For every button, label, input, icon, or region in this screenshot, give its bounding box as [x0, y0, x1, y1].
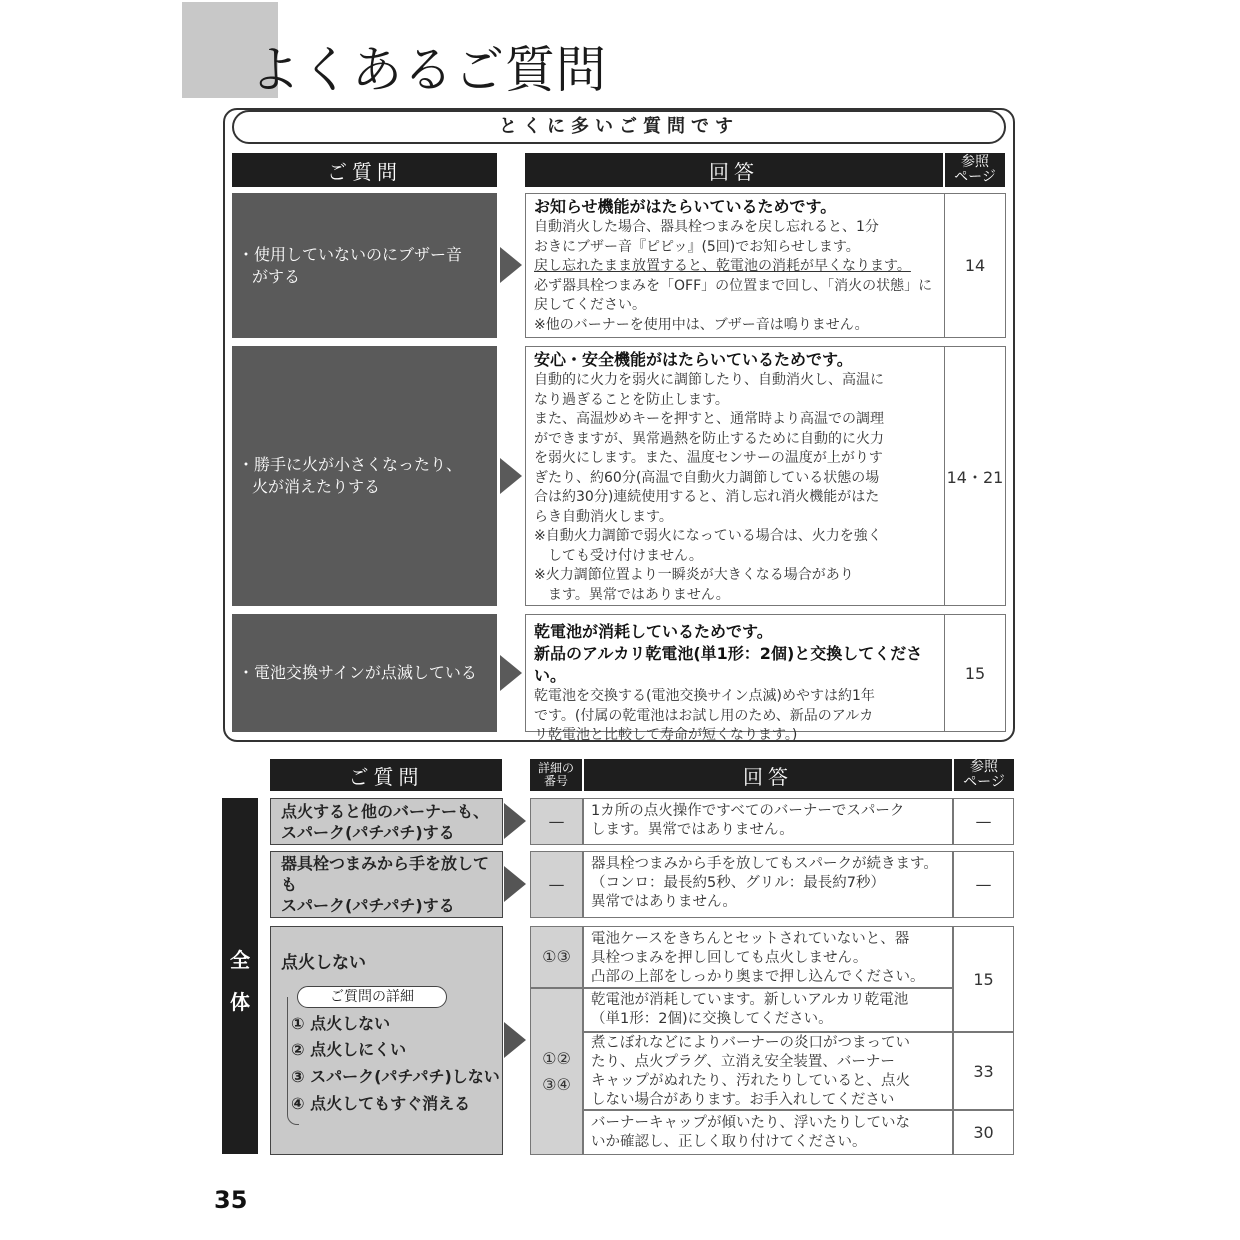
question-header: ご質問 [232, 153, 497, 187]
ref-page: — [953, 798, 1014, 845]
answer-text: お知らせ機能がはたらいているためです。 自動消火した場合、器具栓つまみを戻し忘れると、1分 おきにブザー音『ピピッ』(5回)でお知らせします。 戻し忘れたまま放置すると、乾電池の消耗が早くなります。 必ず器具栓つまみを「OFF」の位置まで回し、「消火の状態」に 戻してください。 ※他のバーナーを使用中は、ブザー音は鳴りません。 [534, 197, 933, 333]
detail-number: ①③ [530, 926, 583, 988]
answer-header: 回答 [525, 153, 943, 187]
frequent-question-flame-small: ・勝手に火が小さくなったり、 火が消えたりする [232, 346, 497, 606]
answer-cell: 乾電池が消耗しています。新しいアルカリ乾電池 （単1形：2個)に交換してください。 [583, 988, 953, 1032]
detail-number: — [530, 851, 583, 918]
detail-number: — [530, 798, 583, 845]
detail-item: ④ 点火してもすぐ消える [291, 1094, 471, 1113]
question-header: ご質問 [270, 759, 502, 791]
ref-page: 33 [953, 1032, 1014, 1110]
answer-cell: 電池ケースをきちんとセットされていないと、器 具栓つまみを押し回しても点火しません。 凸部の上部をしっかり奥まで押し込んでください。 [583, 926, 953, 988]
frequent-answer-box [525, 346, 1006, 606]
detail-number-header: 詳細の 番号 [530, 759, 582, 791]
answer-header: 回答 [584, 759, 952, 791]
frequent-answer-box [525, 193, 1006, 338]
ref-page: — [953, 851, 1014, 918]
arrow-right-icon [504, 803, 526, 839]
arrow-right-icon [500, 655, 522, 691]
detail-label: ご質問の詳細 [297, 986, 447, 1008]
answer-text: 乾電池が消耗しているためです。 新品のアルカリ乾電池(単1形：2個)と交換してください。 乾電池を交換する(電池交換サイン点滅)めやすは約1年 です。(付属の乾電池はお試し用のため、新品のアルカ リ乾電池と比較して寿命が短くなります。) [534, 622, 923, 743]
detail-item: ③ スパーク(パチパチ)しない [291, 1067, 500, 1086]
frequent-questions-banner: とくに多いご質問です [232, 110, 1006, 144]
frequent-answer-box [525, 614, 1006, 743]
page-number: 35 [214, 1186, 248, 1214]
answer-cell: 器具栓つまみから手を放してもスパークが続きます。 （コンロ：最長約5秒、グリル：最長約7秒） 異常ではありません。 [583, 851, 953, 918]
ref-page: 30 [953, 1110, 1014, 1155]
frequent-question-battery-sign: ・電池交換サインが点滅している [232, 614, 497, 732]
detail-item: ② 点火しにくい [291, 1040, 407, 1059]
question-spark-other-burners: 点火すると他のバーナーも、 スパーク(パチパチ)する [270, 798, 503, 845]
detail-number: ①② ③④ [530, 988, 583, 1155]
arrow-right-icon [500, 458, 522, 494]
frequent-question-buzzer: ・使用していないのにブザー音 がする [232, 193, 497, 338]
ref-page-header: 参照 ページ [945, 153, 1005, 187]
section-label-all: 全 体 [222, 798, 258, 1154]
question-no-ignition: 点火しない ご質問の詳細 ① 点火しない ② 点火しにくい ③ スパーク(パチパチ)しない ④ 点火してもすぐ消える [270, 926, 503, 1155]
arrow-right-icon [500, 247, 522, 283]
ref-page: 14・21 [944, 347, 1005, 605]
answer-text: 安心・安全機能がはたらいているためです。 自動的に火力を弱火に調節したり、自動消火し、高温に なり過ぎることを防止します。 また、高温炒めキーを押すと、通常時より高温での調理 ができますが、異常過熱を防止するために自動的に火力 を弱火にします。また、温度センサーの温度が上がりす ぎたり、約60分(高温で自動火力調節している状態の場 合は約30分)連続使用すると、消し忘れ消火機能がはた らき自動消火します。 ※自動火力調節で弱火になっている場合は、火力を強く しても受け付けません。 ※火力調節位置より一瞬炎が大きくなる場合があり ます。異常ではありません。 [534, 350, 884, 603]
ref-page: 15 [944, 615, 1005, 731]
arrow-right-icon [504, 1022, 526, 1058]
page-title: よくあるご質問 [250, 41, 607, 99]
ref-page: 15 [953, 926, 1014, 1032]
answer-cell: 1カ所の点火操作ですべてのバーナーでスパーク します。異常ではありません。 [583, 798, 953, 845]
question-spark-after-release: 器具栓つまみから手を放しても スパーク(パチパチ)する [270, 851, 503, 918]
detail-item: ① 点火しない [291, 1014, 391, 1033]
answer-cell: 煮こぼれなどによりバーナーの炎口がつまってい たり、点火プラグ、立消え安全装置、バーナー キャップがぬれたり、汚れたりしていると、点火 しない場合があります。お手入れしてください [583, 1032, 953, 1110]
arrow-right-icon [504, 866, 526, 902]
ref-page-header: 参照 ページ [954, 759, 1014, 791]
ref-page: 14 [944, 194, 1005, 337]
answer-cell: バーナーキャップが傾いたり、浮いたりしていな いか確認し、正しく取り付けてください。 [583, 1110, 953, 1155]
